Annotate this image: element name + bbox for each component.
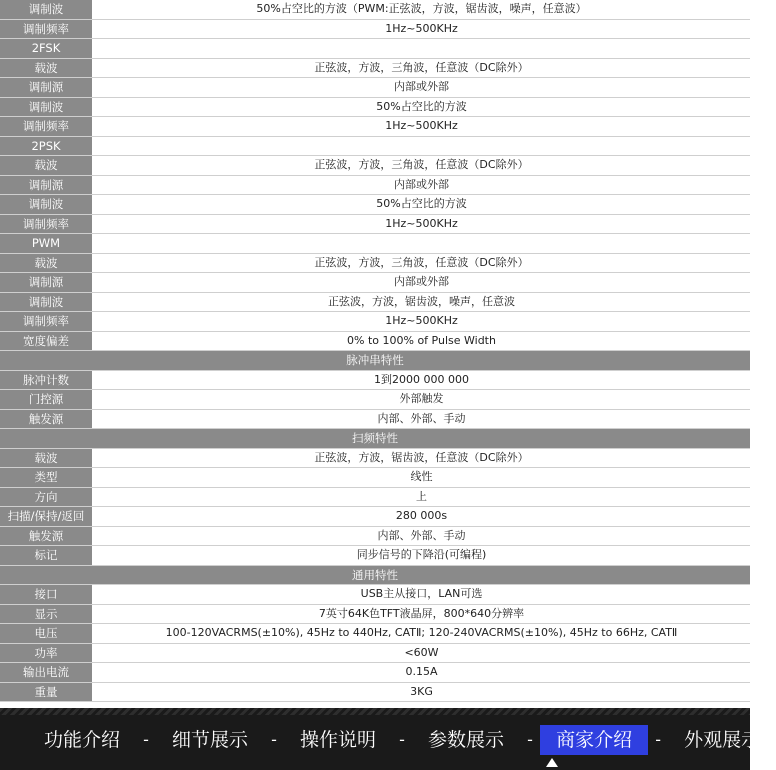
spec-label: 显示 bbox=[0, 605, 93, 624]
spec-row bbox=[0, 39, 750, 59]
spec-value: 线性 bbox=[93, 468, 750, 487]
spec-label: 调制波 bbox=[0, 0, 93, 19]
nav-item[interactable]: 功能介绍 bbox=[44, 729, 121, 751]
spec-row bbox=[0, 410, 750, 430]
spec-label: 扫描/保持/返回 bbox=[0, 507, 93, 526]
spec-label: 接口 bbox=[0, 585, 93, 604]
spec-label: 宽度偏差 bbox=[0, 332, 93, 351]
spec-label: 调制频率 bbox=[0, 20, 93, 39]
spec-row bbox=[0, 20, 750, 40]
spec-value: 1Hz~500KHz bbox=[93, 312, 750, 331]
spec-label: 调制频率 bbox=[0, 117, 93, 136]
spec-value: 1Hz~500KHz bbox=[93, 215, 750, 234]
spec-row bbox=[0, 449, 750, 469]
spec-value: 正弦波，方波，三角波，任意波（DC除外） bbox=[93, 59, 750, 78]
spec-value: 同步信号的下降沿(可编程) bbox=[93, 546, 750, 565]
spec-value: 1到2000 000 000 bbox=[93, 371, 750, 390]
nav-separator: - bbox=[271, 730, 277, 749]
spec-value: 50%占空比的方波（PWM:正弦波，方波，锯齿波，噪声，任意波） bbox=[93, 0, 750, 19]
spec-label: 调制源 bbox=[0, 78, 93, 97]
spec-label: 功率 bbox=[0, 644, 93, 663]
nav-item[interactable]: 商家介绍 bbox=[540, 725, 648, 755]
spec-label: 调制波 bbox=[0, 293, 93, 312]
spec-row bbox=[0, 293, 750, 313]
spec-row bbox=[0, 371, 750, 391]
spec-row bbox=[0, 663, 750, 683]
spec-row bbox=[0, 312, 750, 332]
spec-value: 1Hz~500KHz bbox=[93, 117, 750, 136]
spec-row bbox=[0, 98, 750, 118]
spec-value: 正弦波，方波，锯齿波，噪声，任意波 bbox=[93, 293, 750, 312]
spec-value: 内部、外部、手动 bbox=[93, 410, 750, 429]
spec-row bbox=[0, 488, 750, 508]
spec-label: 调制波 bbox=[0, 98, 93, 117]
nav-separator: - bbox=[655, 730, 661, 749]
spec-value bbox=[93, 234, 750, 253]
bottom-nav-bar bbox=[0, 704, 761, 770]
spec-label: 2PSK bbox=[0, 137, 93, 156]
spec-value: 上 bbox=[93, 488, 750, 507]
active-pointer-icon bbox=[546, 758, 558, 767]
spec-row bbox=[0, 254, 750, 274]
section-header: 脉冲串特性 bbox=[0, 351, 750, 371]
spec-row bbox=[0, 156, 750, 176]
spec-value: 0.15A bbox=[93, 663, 750, 682]
spec-row bbox=[0, 176, 750, 196]
nav-separator: - bbox=[527, 730, 533, 749]
spec-row bbox=[0, 624, 750, 644]
section-header: 通用特性 bbox=[0, 566, 750, 586]
spec-label: 载波 bbox=[0, 59, 93, 78]
spec-row bbox=[0, 683, 750, 703]
spec-row bbox=[0, 468, 750, 488]
spec-value: <60W bbox=[93, 644, 750, 663]
spec-row bbox=[0, 585, 750, 605]
spec-label: 调制源 bbox=[0, 273, 93, 292]
spec-label: 调制频率 bbox=[0, 312, 93, 331]
spec-label: 载波 bbox=[0, 449, 93, 468]
spec-value: 7英寸64K色TFT液晶屏，800*640分辨率 bbox=[93, 605, 750, 624]
nav-separator: - bbox=[143, 730, 149, 749]
spec-value: 50%占空比的方波 bbox=[93, 195, 750, 214]
nav-item[interactable]: 细节展示 bbox=[172, 729, 249, 751]
spec-label: 电压 bbox=[0, 624, 93, 643]
spec-row bbox=[0, 390, 750, 410]
spec-row bbox=[0, 215, 750, 235]
nav-item[interactable]: 外观展示 bbox=[684, 729, 761, 751]
spec-label: 重量 bbox=[0, 683, 93, 702]
spec-value: 50%占空比的方波 bbox=[93, 98, 750, 117]
spec-row bbox=[0, 59, 750, 79]
spec-row bbox=[0, 0, 750, 20]
spec-value: 外部触发 bbox=[93, 390, 750, 409]
spec-row bbox=[0, 117, 750, 137]
spec-value: 内部或外部 bbox=[93, 176, 750, 195]
spec-label: 触发源 bbox=[0, 527, 93, 546]
nav-item[interactable]: 参数展示 bbox=[428, 729, 505, 751]
nav-separator: - bbox=[399, 730, 405, 749]
spec-label: 标记 bbox=[0, 546, 93, 565]
spec-value: 3KG bbox=[93, 683, 750, 702]
spec-row bbox=[0, 605, 750, 625]
spec-label: 方向 bbox=[0, 488, 93, 507]
spec-label: 载波 bbox=[0, 254, 93, 273]
spec-row bbox=[0, 507, 750, 527]
spec-value: 正弦波，方波，三角波，任意波（DC除外） bbox=[93, 156, 750, 175]
nav-item[interactable]: 操作说明 bbox=[300, 729, 377, 751]
spec-value: 1Hz~500KHz bbox=[93, 20, 750, 39]
spec-value: 100-120VACRMS(±10%), 45Hz to 440Hz, CATⅡ; 120-240VACRMS(±10%), 45Hz to 66Hz, CATⅡ bbox=[93, 624, 750, 643]
nav-items bbox=[28, 725, 776, 755]
spec-row bbox=[0, 644, 750, 664]
spec-label: 门控源 bbox=[0, 390, 93, 409]
spec-label: 载波 bbox=[0, 156, 93, 175]
spec-label: 调制源 bbox=[0, 176, 93, 195]
spec-value bbox=[93, 137, 750, 156]
spec-value: 正弦波，方波，三角波，任意波（DC除外） bbox=[93, 254, 750, 273]
spec-row bbox=[0, 234, 750, 254]
spec-value: 280 000s bbox=[93, 507, 750, 526]
spec-label: 脉冲计数 bbox=[0, 371, 93, 390]
spec-row bbox=[0, 546, 750, 566]
spec-value bbox=[93, 39, 750, 58]
spec-label: 2FSK bbox=[0, 39, 93, 58]
nav-stripe-pattern bbox=[0, 708, 750, 715]
spec-row bbox=[0, 137, 750, 157]
spec-row bbox=[0, 527, 750, 547]
spec-row bbox=[0, 78, 750, 98]
spec-label: 调制波 bbox=[0, 195, 93, 214]
spec-value: 内部或外部 bbox=[93, 78, 750, 97]
spec-value: USB主从接口，LAN可选 bbox=[93, 585, 750, 604]
section-header: 扫频特性 bbox=[0, 429, 750, 449]
spec-label: 输出电流 bbox=[0, 663, 93, 682]
spec-label: 类型 bbox=[0, 468, 93, 487]
spec-label: PWM bbox=[0, 234, 93, 253]
spec-label: 触发源 bbox=[0, 410, 93, 429]
nav-strip bbox=[0, 708, 761, 770]
spec-row bbox=[0, 332, 750, 352]
spec-value: 正弦波，方波，锯齿波，任意波（DC除外） bbox=[93, 449, 750, 468]
spec-row bbox=[0, 195, 750, 215]
spec-value: 内部或外部 bbox=[93, 273, 750, 292]
spec-value: 内部、外部、手动 bbox=[93, 527, 750, 546]
spec-label: 调制频率 bbox=[0, 215, 93, 234]
spec-row bbox=[0, 273, 750, 293]
spec-value: 0% to 100% of Pulse Width bbox=[93, 332, 750, 351]
